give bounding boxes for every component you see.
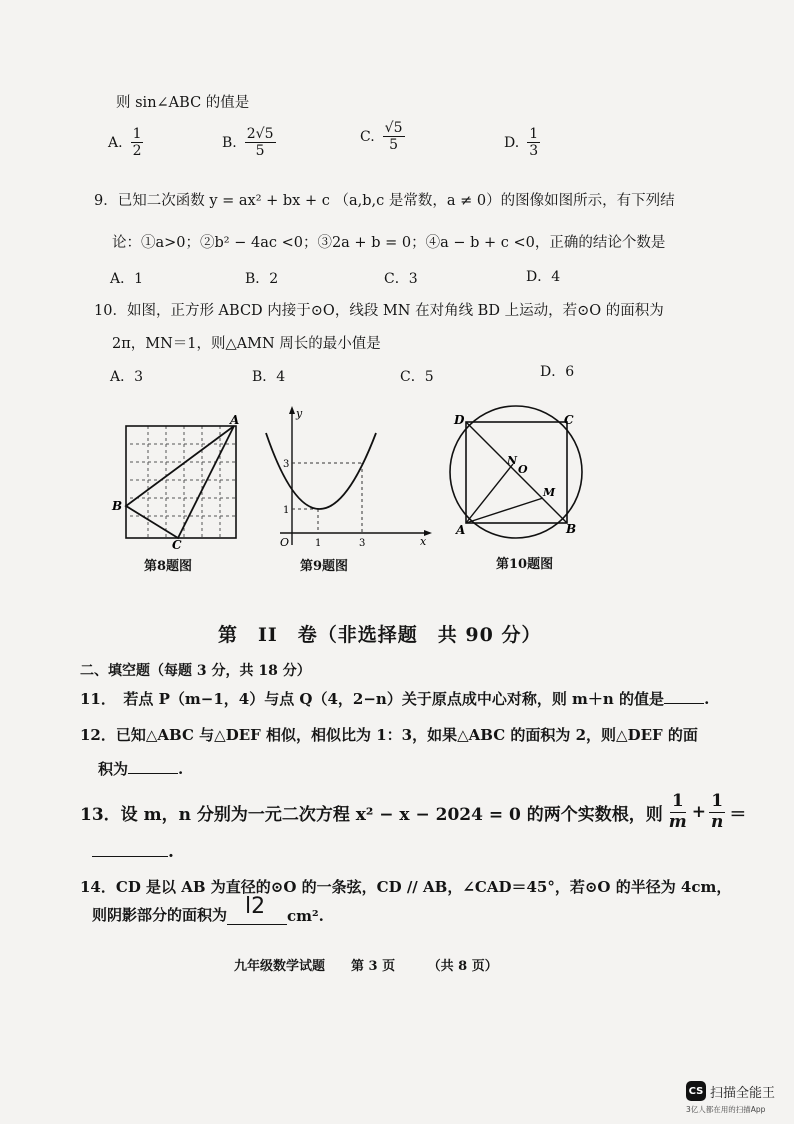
camscanner-logo-icon: CS	[686, 1081, 706, 1101]
section-2-title: 第 II 卷（非选择题 共 90 分）	[218, 624, 542, 646]
q12-line2: 积为 .	[98, 760, 184, 778]
q14-answer-blank	[227, 894, 287, 925]
camscanner-watermark: CS 扫描全能王	[686, 1081, 775, 1101]
q14-line2: 则阴影部分的面积为 l2 cm².	[92, 894, 324, 925]
figure-9	[262, 403, 442, 551]
q8-option-c: C. $\frac{√5}{5}$	[360, 120, 403, 154]
fig8-label-b: B	[112, 499, 123, 513]
q12-line1: 12．已知△ABC 与△DEF 相似，相似比为 1：3，如果△ABC 的面积为 2，则△DEF 的面	[80, 726, 698, 744]
fill-in-heading: 二、填空题（每题 3 分，共 18 分）	[80, 663, 311, 679]
q8-option-a: A. $\frac{1}{2}$	[108, 126, 142, 160]
fig10-label-o: O	[518, 463, 528, 476]
q9-line2: 论：①a>0；②b² − 4ac <0；③2a + b = 0；④a − b + c <0，正确的结论个数是	[112, 235, 666, 251]
fig9-tick-y3: 3	[283, 459, 290, 470]
fig10-label-n: N	[507, 454, 518, 467]
q14-handwritten-answer: l2	[245, 894, 266, 919]
fig10-caption: 第10题图	[496, 557, 554, 572]
q10-option-d: D．6	[540, 364, 575, 380]
fig8-label-c: C	[172, 538, 182, 550]
fig9-caption: 第9题图	[300, 559, 349, 574]
q8-option-d: D. $\frac{1}{3}$	[504, 126, 539, 160]
fig9-tick-x3: 3	[359, 538, 366, 549]
q9-option-b: B．2	[245, 271, 279, 287]
q10-line2: 2π，MN＝1，则△AMN 周长的最小值是	[112, 336, 381, 352]
q8-stem: 则 sin∠ABC 的值是	[116, 95, 250, 111]
q8-option-b: B. $\frac{2√5}{5}$	[222, 126, 274, 160]
q9-line1: 9．已知二次函数 y = ax² + bx + c （a,b,c 是常数，a ≠ 0）的图像如图所示，有下列结	[94, 193, 675, 209]
q11-answer-blank	[664, 703, 704, 704]
fig10-label-b: B	[566, 522, 577, 536]
fig9-label-o: O	[280, 536, 290, 549]
q10-option-c: C．5	[400, 369, 434, 385]
q14-line1: 14．CD 是以 AB 为直径的⊙O 的一条弦，CD // AB，∠CAD＝45°，若⊙O 的半径为 4cm，	[80, 878, 732, 896]
fig8-label-a: A	[230, 413, 240, 427]
fig8-caption: 第8题图	[144, 559, 193, 574]
q9-option-a: A．1	[110, 271, 144, 287]
fig9-tick-y1: 1	[283, 505, 290, 516]
figure-10	[440, 402, 590, 550]
q11: 11． 若点 P（m−1，4）与点 Q（4，2−n）关于原点成中心对称，则 m＋n 的值是 .	[80, 690, 710, 708]
q9-option-c: C．3	[384, 271, 418, 287]
q13-answer-line: .	[92, 842, 174, 862]
fig9-label-x: x	[420, 535, 427, 548]
q10-line1: 10．如图，正方形 ABCD 内接于⊙O，线段 MN 在对角线 BD 上运动，若⊙O 的面积为	[94, 303, 664, 319]
q12-answer-blank	[128, 773, 178, 774]
watermark-subtitle: 3亿人都在用的扫描App	[686, 1105, 766, 1114]
fig10-label-c: C	[564, 413, 574, 427]
fig10-label-m: M	[543, 486, 556, 499]
fig9-label-y: y	[296, 407, 303, 420]
fig10-label-a: A	[456, 523, 466, 537]
q9-option-d: D．4	[526, 269, 561, 285]
fig10-label-d: D	[454, 413, 465, 427]
page-footer: 九年级数学试题 第 3 页 （共 8 页）	[234, 959, 498, 974]
q10-option-a: A．3	[110, 369, 144, 385]
q13-answer-blank	[92, 856, 168, 857]
fig9-tick-x1: 1	[315, 538, 322, 549]
q13: 13．设 m，n 分别为一元二次方程 x² − x − 2024 = 0 的两个实数根，则 $\frac{1}{m}$ + $\frac{1}{n}$ ＝	[80, 791, 747, 832]
q10-option-b: B．4	[252, 369, 286, 385]
figure-8	[106, 410, 246, 550]
